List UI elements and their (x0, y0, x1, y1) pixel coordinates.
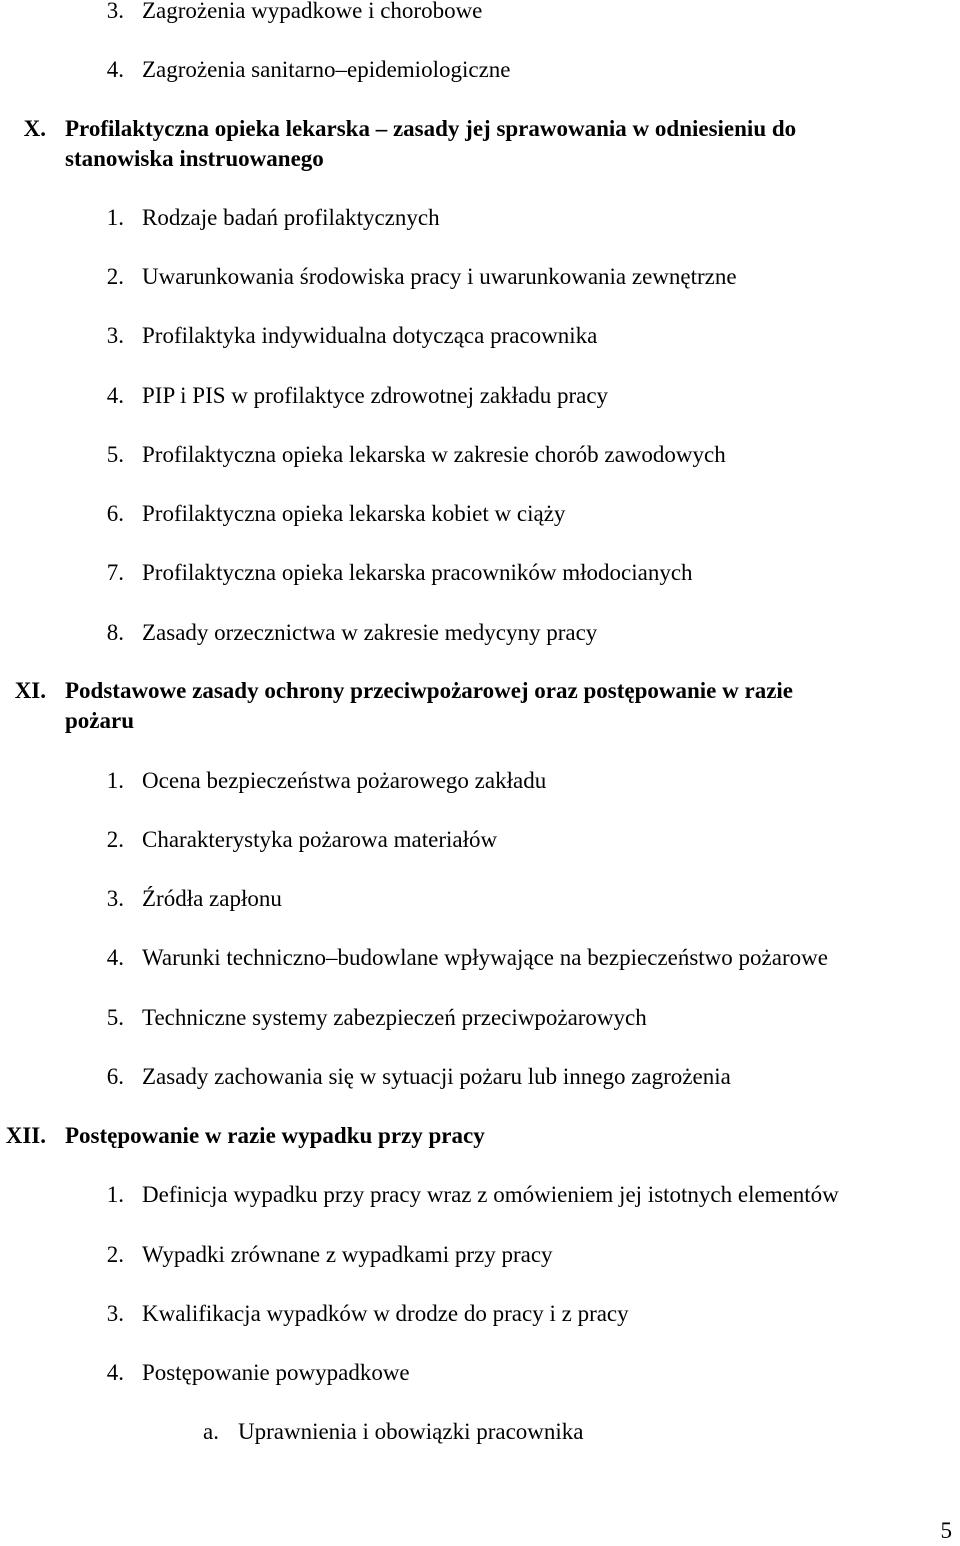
item-number: 5. (106, 442, 124, 467)
list-item (0, 1240, 960, 1270)
item-text: Zasady zachowania się w sytuacji pożaru lub innego zagrożenia (142, 1064, 731, 1089)
page-number: 5 (940, 1518, 952, 1543)
item-number: 6. (106, 501, 124, 526)
list-item (0, 1299, 960, 1329)
item-text: Ocena bezpieczeństwa pożarowego zakładu (142, 768, 547, 793)
item-text: Profilaktyka indywidualna dotycząca pracownika (142, 323, 598, 348)
section-heading-line (0, 706, 960, 736)
item-number: 3. (106, 323, 124, 348)
item-number: 4. (106, 945, 124, 970)
item-text: PIP i PIS w profilaktyce zdrowotnej zakładu pracy (142, 383, 609, 408)
list-item (0, 1358, 960, 1388)
list-item (0, 1417, 960, 1447)
list-item (0, 558, 960, 588)
item-number: 4. (106, 1360, 124, 1385)
list-item (0, 884, 960, 914)
section-heading-line (0, 1121, 960, 1151)
item-text: Wypadki zrównane z wypadkami przy pracy (142, 1242, 553, 1267)
item-text: Kwalifikacja wypadków w drodze do pracy i z pracy (142, 1301, 629, 1326)
item-number: 3. (106, 0, 124, 23)
item-text: Warunki techniczno–budowlane wpływające na bezpieczeństwo pożarowe (142, 945, 828, 970)
item-text: stanowiska instruowanego (65, 146, 324, 171)
item-text: Charakterystyka pożarowa materiałów (142, 827, 498, 852)
list-item (0, 766, 960, 796)
item-text: Profilaktyczna opieka lekarska pracowników młodocianych (142, 560, 693, 585)
item-text: Uwarunkowania środowiska pracy i uwarunkowania zewnętrzne (142, 264, 737, 289)
item-number: 8. (106, 620, 124, 645)
list-item (0, 1003, 960, 1033)
item-text: pożaru (65, 708, 134, 733)
item-number: 3. (106, 1301, 124, 1326)
item-text: Profilaktyczna opieka lekarska kobiet w ciąży (142, 501, 566, 526)
item-number: XII. (5, 1123, 46, 1148)
item-text: Postępowanie powypadkowe (142, 1360, 410, 1385)
list-item (0, 440, 960, 470)
list-item (0, 321, 960, 351)
item-number: X. (23, 116, 46, 141)
item-number: XI. (14, 678, 46, 703)
list-item (0, 0, 960, 26)
item-text: Techniczne systemy zabezpieczeń przeciwpożarowych (142, 1005, 647, 1030)
list-item (0, 381, 960, 411)
item-number: 2. (106, 264, 124, 289)
item-number: 1. (106, 768, 124, 793)
list-item (0, 825, 960, 855)
item-text: Definicja wypadku przy pracy wraz z omówieniem jej istotnych elementów (142, 1182, 839, 1207)
item-text: Rodzaje badań profilaktycznych (142, 205, 440, 230)
item-number: 2. (106, 1242, 124, 1267)
item-number: 1. (106, 205, 124, 230)
list-item (0, 618, 960, 648)
item-number: 3. (106, 886, 124, 911)
item-text: Źródła zapłonu (142, 886, 282, 911)
list-item (0, 1180, 960, 1210)
item-number: 5. (106, 1005, 124, 1030)
list-item (0, 55, 960, 85)
item-text: Postępowanie w razie wypadku przy pracy (65, 1123, 485, 1148)
item-text: Zasady orzecznictwa w zakresie medycyny pracy (142, 620, 598, 645)
item-text: Profilaktyczna opieka lekarska w zakresie chorób zawodowych (142, 442, 726, 467)
list-item (0, 943, 960, 973)
item-number: a. (203, 1419, 219, 1444)
item-number: 2. (106, 827, 124, 852)
item-number: 4. (106, 383, 124, 408)
item-text: Zagrożenia sanitarno–epidemiologiczne (142, 57, 511, 82)
list-item (0, 203, 960, 233)
list-item (0, 499, 960, 529)
item-text: Zagrożenia wypadkowe i chorobowe (142, 0, 483, 23)
item-number: 6. (106, 1064, 124, 1089)
item-text: Profilaktyczna opieka lekarska – zasady jej sprawowania w odniesieniu do (65, 116, 797, 141)
section-heading-line (0, 114, 960, 144)
item-number: 4. (106, 57, 124, 82)
list-item (0, 262, 960, 292)
section-heading-line (0, 676, 960, 706)
item-text: Uprawnienia i obowiązki pracownika (238, 1419, 584, 1444)
item-text: Podstawowe zasady ochrony przeciwpożarowej oraz postępowanie w razie (65, 678, 794, 703)
item-number: 1. (106, 1182, 124, 1207)
section-heading-line (0, 144, 960, 174)
item-number: 7. (106, 560, 124, 585)
list-item (0, 1062, 960, 1092)
